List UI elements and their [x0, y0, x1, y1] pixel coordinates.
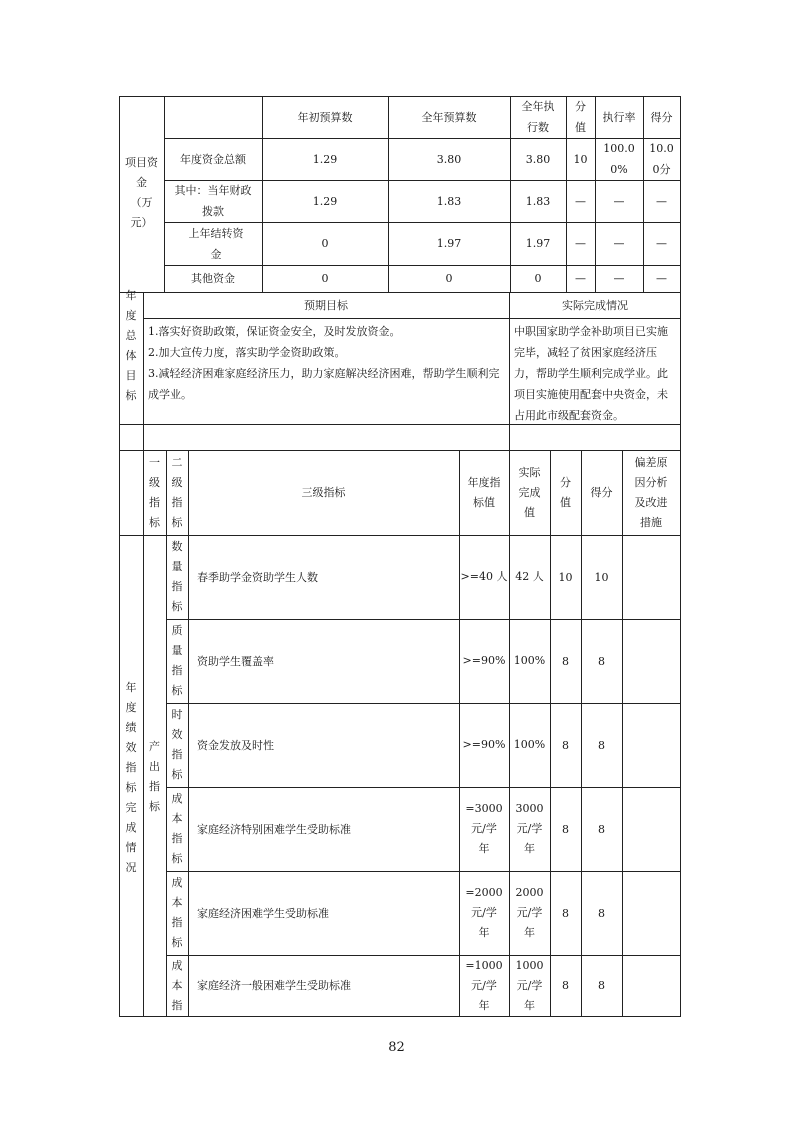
budget-rate: —: [613, 194, 625, 208]
target-value: >=90%: [462, 654, 506, 667]
score-value: 8: [598, 822, 605, 836]
expected-goals-text: 1.落实好资助政策，保证资金安全，及时发放资金。 2.加大宣传力度，落实助学金资助政策。 3.减轻经济困难家庭经济压力，助力家庭解决经济困难，帮助学生顺利完成学业。: [148, 325, 500, 401]
budget-score: —: [656, 272, 667, 285]
budget-rate: —: [613, 237, 625, 250]
level3-label: 资助学生覆盖率: [197, 654, 274, 668]
budget-side-label: 项目资 金 （万 元）: [125, 156, 158, 229]
budget-row-label: 上年结转资金: [188, 226, 244, 261]
budget-score: 10.00分: [649, 142, 674, 176]
budget-initial: 1.29: [312, 152, 338, 166]
score-value: 8: [598, 654, 605, 668]
expected-goals-header: 预期目标: [304, 298, 348, 312]
actual-completion-text: 中职国家助学金补助项目已实施完毕，减轻了贫困家庭经济压力，帮助学生顺利完成学业。此项目实施使用配套中央资金，未占用此市级配套资金。: [514, 325, 668, 422]
actual-value: 100%: [513, 654, 546, 667]
level3-label: 家庭经济一般困难学生受助标准: [197, 979, 351, 992]
score-value: 8: [598, 738, 605, 752]
header-exec-rate: 执行率: [602, 110, 636, 124]
budget-full: 3.80: [436, 152, 462, 166]
header-executed: 全年执行数: [521, 100, 555, 134]
budget-rate: 100.00%: [603, 142, 635, 176]
level2-label: 成 本 指: [171, 958, 183, 1012]
header-deviation: 偏差原 因分析 及改进 措施: [634, 455, 668, 529]
budget-exec: 1.97: [525, 237, 551, 250]
header-score: 得分: [590, 486, 613, 499]
weight-value: 8: [562, 738, 569, 752]
target-value: =2000 元/学 年: [465, 886, 503, 939]
weight-value: 10: [558, 570, 573, 584]
header-initial-budget: 年初预算数: [297, 110, 353, 124]
level2-label: 成 本 指 标: [171, 792, 183, 865]
header-level3: 三级指标: [301, 486, 346, 499]
budget-full: 0: [445, 272, 453, 285]
header-weight: 分 值: [560, 475, 571, 509]
actual-value: 42 人: [515, 570, 544, 583]
actual-value: 2000 元/学 年: [515, 886, 544, 939]
budget-exec: 3.80: [525, 152, 551, 166]
level2-label: 数 量 指 标: [171, 540, 183, 613]
header-weight: 分值: [575, 100, 586, 134]
budget-row-label: 年度资金总额: [180, 152, 246, 166]
weight-value: 8: [562, 654, 569, 668]
target-value: >=40 人: [460, 570, 508, 583]
target-value: =3000 元/学 年: [465, 802, 503, 855]
budget-score: —: [656, 194, 667, 208]
actual-value: 100%: [513, 738, 546, 751]
level3-label: 春季助学金资助学生人数: [197, 570, 318, 584]
actual-value: 1000 元/学 年: [515, 958, 544, 1012]
page-number: 82: [388, 1040, 405, 1055]
budget-weight: —: [575, 272, 586, 285]
weight-value: 8: [562, 979, 569, 992]
header-level1: 一 级 指 标: [149, 455, 160, 529]
budget-weight: —: [575, 194, 586, 208]
budget-full: 1.83: [436, 194, 462, 208]
level1-output-indicator: 产 出 指 标: [149, 740, 160, 813]
budget-full: 1.97: [436, 237, 462, 250]
level2-label: 质 量 指 标: [171, 624, 183, 697]
budget-initial: 1.29: [312, 194, 338, 208]
header-target: 年度指 标值: [467, 475, 501, 509]
goals-side-label: 年 度 总 体 目 标: [125, 289, 137, 402]
header-level2: 二 级 指 标: [171, 455, 183, 529]
level2-label: 时 效 指 标: [171, 708, 183, 781]
level3-label: 资金发放及时性: [197, 738, 274, 752]
weight-value: 8: [562, 822, 569, 836]
level3-label: 家庭经济困难学生受助标准: [197, 906, 329, 920]
budget-row-label: 其他资金: [191, 272, 235, 285]
budget-weight: —: [575, 237, 586, 250]
score-value: 8: [598, 979, 605, 992]
score-value: 10: [594, 570, 609, 584]
budget-score: —: [656, 237, 667, 250]
budget-initial: 0: [321, 237, 329, 250]
weight-value: 8: [562, 906, 569, 920]
level3-label: 家庭经济特别困难学生受助标准: [197, 822, 351, 836]
level2-label: 成 本 指 标: [171, 876, 183, 949]
target-value: =1000 元/学 年: [465, 958, 503, 1012]
budget-exec: 1.83: [525, 194, 551, 208]
actual-completion-header: 实际完成情况: [562, 298, 628, 312]
header-actual: 实际 完成 值: [518, 465, 541, 519]
budget-row-label: 其中：当年财政拨款: [174, 184, 252, 218]
actual-value: 3000 元/学 年: [515, 802, 544, 855]
budget-exec: 0: [534, 272, 542, 285]
header-full-budget: 全年预算数: [421, 110, 477, 124]
header-score: 得分: [650, 110, 673, 124]
budget-initial: 0: [321, 272, 329, 285]
indicators-side-label: 年 度 绩 效 指 标 完 成 情 况: [125, 681, 137, 874]
score-value: 8: [598, 906, 605, 920]
budget-weight: 10: [573, 152, 588, 166]
budget-rate: —: [613, 272, 625, 285]
table-border: [119, 1016, 681, 1017]
target-value: >=90%: [462, 738, 506, 751]
table-border: [680, 96, 681, 1017]
